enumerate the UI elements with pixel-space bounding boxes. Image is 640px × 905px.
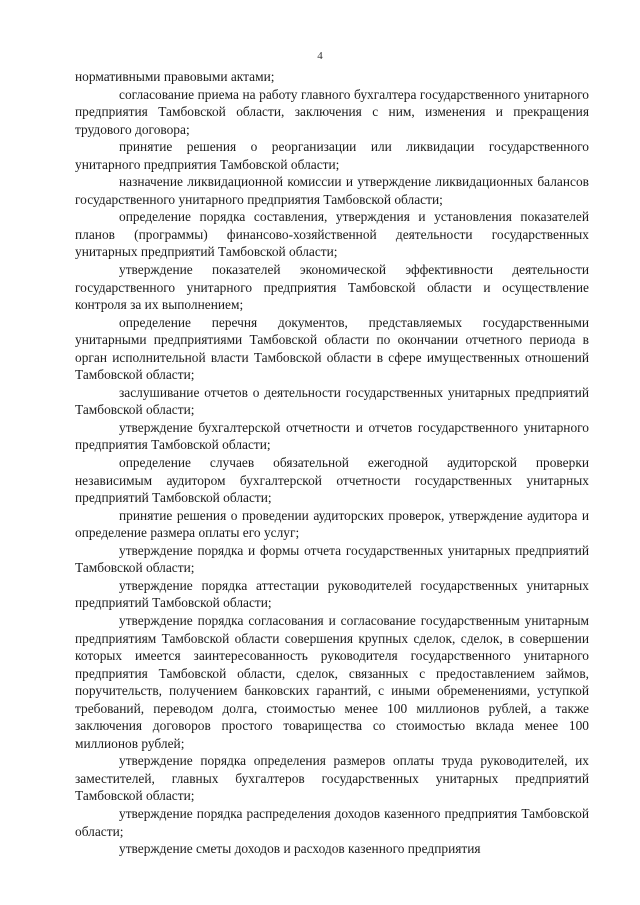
paragraph: заслушивание отчетов о деятельности государственных унитарных предприятий Тамбовской области;: [75, 384, 589, 418]
paragraph: определение случаев обязательной ежегодной аудиторской проверки независимым аудитором бухгалтерской отчетности государственных унитарных предприятий Тамбовской области;: [75, 455, 589, 506]
paragraph: утверждение порядка определения размеров оплаты труда руководителей, их заместителей, главных бухгалтеров государственных унитарных предприятий Тамбовской области;: [75, 753, 589, 804]
paragraph: определение порядка составления, утверждения и установления показателей планов (программы) финансово-хозяйственной деятельности государственных унитарных предприятий Тамбовской области;: [75, 209, 589, 260]
paragraph: нормативными правовыми актами;: [75, 69, 275, 84]
paragraph: принятие решения о реорганизации или ликвидации государственного унитарного предприятия Тамбовской области;: [75, 139, 589, 172]
page-number: 4: [317, 50, 323, 62]
document-body: [75, 68, 589, 858]
paragraph: согласование приема на работу главного бухгалтера государственного унитарного предприятия Тамбовской области, заключения с ним, изменения и прекращения трудового договора;: [75, 86, 589, 137]
paragraph: утверждение сметы доходов и расходов казенного предприятия: [119, 841, 481, 857]
paragraph: определение перечня документов, представляемых государственными унитарными предприятиями Тамбовской области по окончании отчетного периода в орган исполнительной власти Тамбовской области в сфере имущественных отношений Тамбовской области;: [75, 314, 589, 383]
paragraph: утверждение показателей экономической эффективности деятельности государственного унитарного предприятия Тамбовской области и осуществление контроля за их выполнением;: [75, 262, 589, 313]
paragraph: утверждение порядка аттестации руководителей государственных унитарных предприятий Тамбовской области;: [75, 577, 589, 611]
paragraph: утверждение порядка согласования и согласование государственным унитарным предприятиям Тамбовской области совершения крупных сделок, сделок, в совершении которых имеется заинтересованность руководителя государственного унитарного предприятия Тамбовской области, сделок, связанных с предоставлением займов, поручительств, получением банковских гарантий, с иными обременениями, уступкой требований, переводом долга, стоимостью менее 100 миллионов рублей, а также заключения договоров простого товарищества со стоимостью вклада менее 100 миллионов рублей;: [75, 612, 589, 751]
paragraph: принятие решения о проведении аудиторских проверок, утверждение аудитора и определение размера оплаты его услуг;: [75, 507, 589, 541]
paragraph: утверждение бухгалтерской отчетности и отчетов государственного унитарного предприятия Тамбовской области;: [75, 419, 589, 453]
paragraph: назначение ликвидационной комиссии и утверждение ликвидационных балансов государственного унитарного предприятия Тамбовской области;: [75, 174, 589, 207]
paragraph: утверждение порядка и формы отчета государственных унитарных предприятий Тамбовской области;: [75, 542, 589, 576]
paragraph: утверждение порядка распределения доходов казенного предприятия Тамбовской области;: [75, 805, 589, 839]
